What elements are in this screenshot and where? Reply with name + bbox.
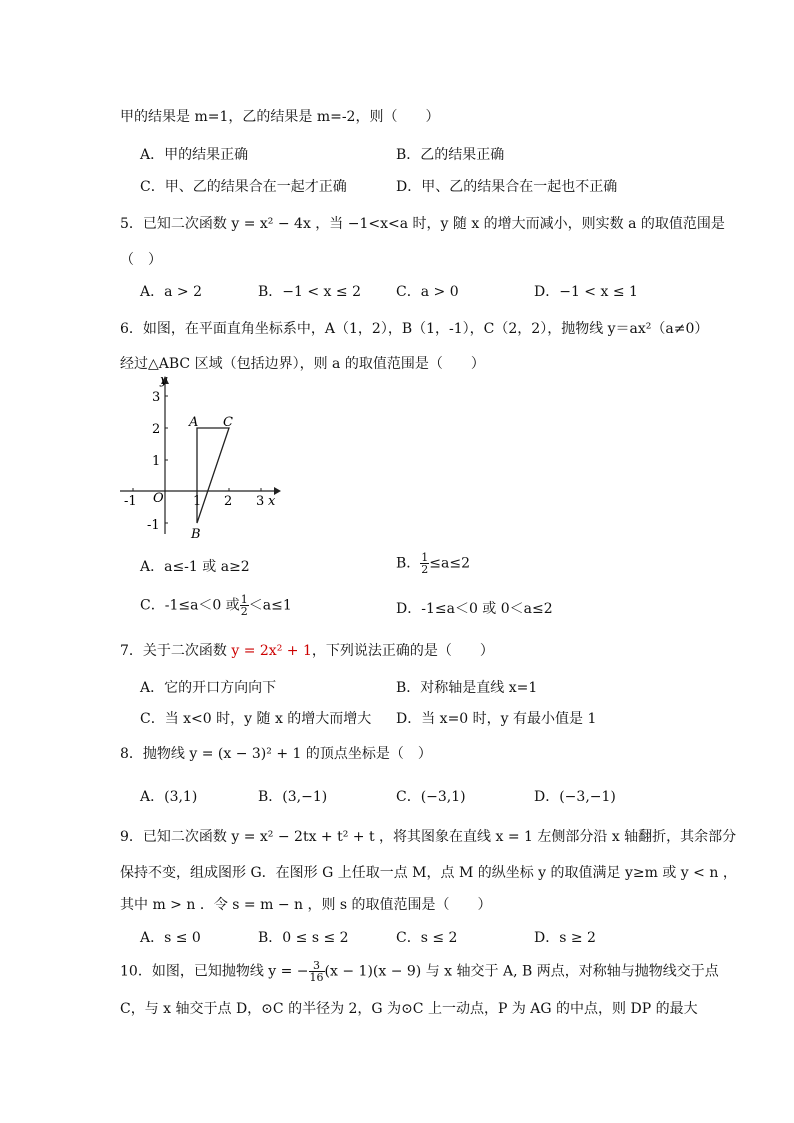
option-text: ≤a≤2 (429, 555, 471, 572)
q7-formula: y = 2x² + 1 (231, 643, 312, 659)
option-text: ＜a≤1 (248, 597, 292, 614)
denominator: 2 (421, 563, 429, 576)
q7-option-c[interactable]: C．当 x<0 时，y 随 x 的增大而增大 (140, 711, 372, 727)
q8-option-a[interactable]: A．(3,1) (140, 789, 198, 805)
q10-stem-line2: C，与 x 轴交于点 D，⊙C 的半径为 2，G 为⊙C 上一动点，P 为 AG 的中点，则 DP 的最大 (120, 1001, 698, 1017)
q7-option-d[interactable]: D．当 x=0 时，y 有最小值是 1 (396, 711, 597, 727)
y-tick-label: 2 (152, 422, 161, 437)
q5-option-c[interactable]: C．a > 0 (396, 284, 459, 300)
q6-stem-line2: 经过△ABC 区域（包括边界），则 a 的取值范围是（ ） (120, 356, 485, 372)
q4-option-c[interactable]: C．甲、乙的结果合在一起才正确 (140, 179, 347, 195)
x-axis-label: x (268, 494, 276, 509)
denominator: 2 (240, 605, 248, 618)
stem-text: 7．关于二次函数 (120, 643, 232, 659)
numerator: 1 (421, 551, 429, 564)
q4-option-a[interactable]: A．甲的结果正确 (140, 147, 249, 163)
fraction-one-half (420, 552, 429, 575)
point-b-label: B (191, 527, 201, 542)
y-axis-label: y (160, 373, 168, 388)
fraction-one-half (240, 594, 249, 617)
q7-stem (120, 640, 494, 660)
numerator: 3 (309, 960, 325, 972)
y-tick-label: 3 (152, 390, 161, 405)
y-tick-label: 1 (152, 454, 161, 469)
q4-stem: 甲的结果是 m=1，乙的结果是 m=-2，则（ ） (120, 109, 440, 125)
q6-stem-line1: 6．如图，在平面直角坐标系中，A（1，2），B（1，-1），C（2，2），抛物线 y＝ax²（a≠0） (120, 321, 709, 337)
stem-text: ，下列说法正确的是（ ） (311, 643, 494, 659)
fraction-three-sixteenths (309, 960, 325, 983)
q6-coordinate-figure (116, 372, 286, 544)
q6-option-b[interactable] (396, 552, 470, 575)
option-text: C．-1≤a＜0 或 (140, 597, 240, 614)
q5-stem-line2: （ ） (120, 252, 162, 268)
x-tick-label: 1 (193, 494, 202, 509)
q9-option-d[interactable]: D．s ≥ 2 (534, 930, 596, 946)
q7-option-b[interactable]: B．对称轴是直线 x=1 (396, 680, 538, 696)
q9-option-a[interactable]: A．s ≤ 0 (140, 930, 201, 946)
q9-option-c[interactable]: C．s ≤ 2 (396, 930, 458, 946)
numerator: 1 (240, 593, 248, 606)
q6-option-d[interactable]: D．-1≤a＜0 或 0＜a≤2 (396, 601, 553, 617)
q8-option-c[interactable]: C．(−3,1) (396, 789, 466, 805)
denominator: 16 (309, 971, 324, 984)
q5-option-b[interactable]: B．−1 < x ≤ 2 (258, 284, 361, 300)
q9-stem-line2: 保持不变，组成图形 G．在图形 G 上任取一点 M，点 M 的纵坐标 y 的取值满足 y≥m 或 y < n ， (120, 865, 737, 881)
q6-option-c[interactable] (140, 594, 292, 617)
origin-label: O (153, 491, 164, 506)
q5-stem-line1: 5．已知二次函数 y = x² − 4x ，当 −1<x<a 时，y 随 x 的增大而减小，则实数 a 的取值范围是 (120, 216, 725, 232)
q8-option-b[interactable]: B．(3,−1) (258, 789, 328, 805)
stem-text: (x − 1)(x − 9) 与 x 轴交于 A, B 两点，对称轴与抛物线交于点 (324, 963, 719, 980)
q6-option-a[interactable]: A．a≤-1 或 a≥2 (140, 559, 250, 575)
option-label: B． (396, 555, 421, 572)
q8-stem: 8．抛物线 y = (x − 3)² + 1 的顶点坐标是（ ） (120, 746, 432, 762)
x-tick-label: -1 (124, 494, 137, 509)
q5-option-d[interactable]: D．−1 < x ≤ 1 (534, 284, 638, 300)
q4-option-d[interactable]: D．甲、乙的结果合在一起也不正确 (396, 179, 618, 195)
x-tick-label: 2 (224, 494, 233, 509)
q7-option-a[interactable]: A．它的开口方向向下 (140, 680, 277, 696)
q8-option-d[interactable]: D．(−3,−1) (534, 789, 616, 805)
x-tick-label: 3 (256, 494, 265, 509)
q9-stem-line1: 9．已知二次函数 y = x² − 2tx + t² + t ，将其图象在直线 x = 1 左侧部分沿 x 轴翻折，其余部分 (120, 829, 737, 845)
point-c-label: C (223, 415, 233, 430)
y-tick-label: -1 (147, 518, 160, 533)
q5-option-a[interactable]: A．a > 2 (140, 284, 202, 300)
q9-stem-line3: 其中 m > n ．令 s = m − n ，则 s 的取值范围是（ ） (120, 897, 492, 913)
q4-option-b[interactable]: B．乙的结果正确 (396, 147, 505, 163)
point-a-label: A (189, 415, 199, 430)
q9-option-b[interactable]: B．0 ≤ s ≤ 2 (258, 930, 349, 946)
stem-text: 10．如图，已知抛物线 y = − (120, 963, 309, 980)
q10-stem-line1 (120, 960, 719, 983)
